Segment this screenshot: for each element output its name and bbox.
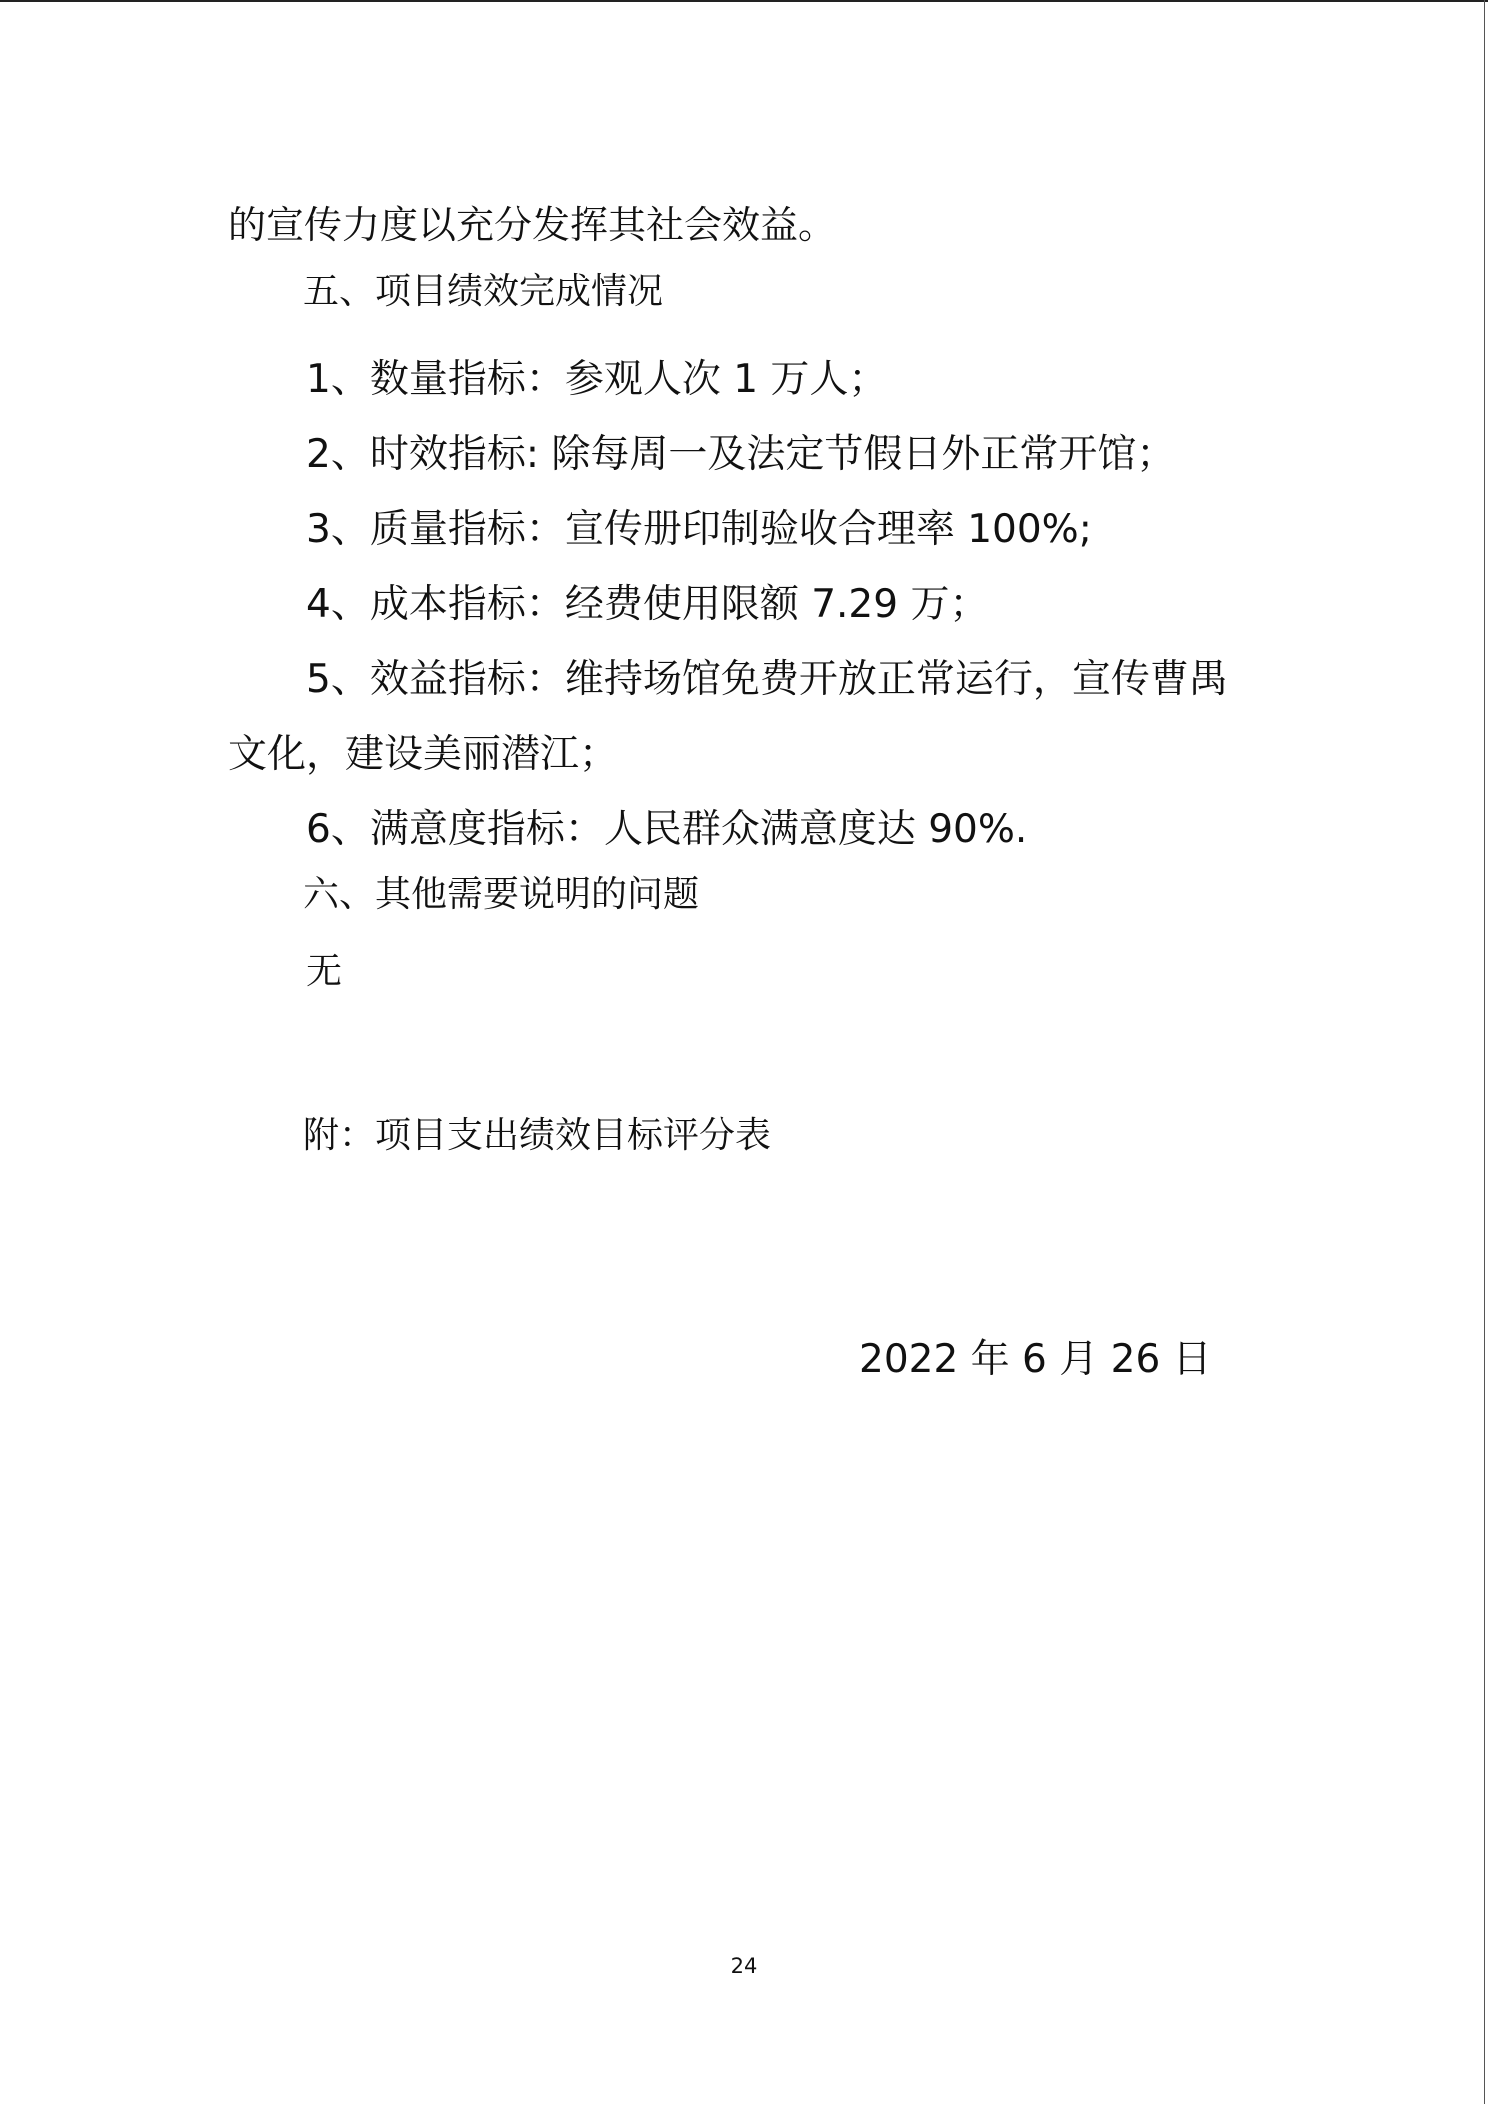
- paragraph-continuation: 的宣传力度以充分发挥其社会效益。: [228, 203, 837, 247]
- section-5-heading: 五、项目绩效完成情况: [303, 271, 664, 312]
- indicator-benefit-continuation: 文化，建设美丽潜江；: [228, 732, 619, 777]
- top-border: [0, 0, 1488, 2]
- indicator-quantity: 1、数量指标：参观人次 1 万人；: [306, 357, 888, 402]
- attachment-note: 附：项目支出绩效目标评分表: [303, 1115, 772, 1156]
- indicator-satisfaction: 6、满意度指标：人民群众满意度达 90%.: [306, 807, 1028, 852]
- right-border: [1484, 0, 1485, 2104]
- indicator-quality: 3、质量指标：宣传册印制验收合理率 100%;: [306, 507, 1092, 552]
- indicator-timeliness: 2、时效指标: 除每周一及法定节假日外正常开馆；: [306, 432, 1176, 477]
- page-number: 24: [730, 1954, 758, 1978]
- indicator-cost: 4、成本指标：经费使用限额 7.29 万；: [306, 582, 989, 627]
- section-6-heading: 六、其他需要说明的问题: [303, 874, 700, 915]
- section-6-content: 无: [306, 951, 343, 992]
- document-date: 2022 年 6 月 26 日: [859, 1337, 1212, 1382]
- indicator-benefit: 5、效益指标：维持场馆免费开放正常运行，宣传曹禺: [306, 657, 1228, 702]
